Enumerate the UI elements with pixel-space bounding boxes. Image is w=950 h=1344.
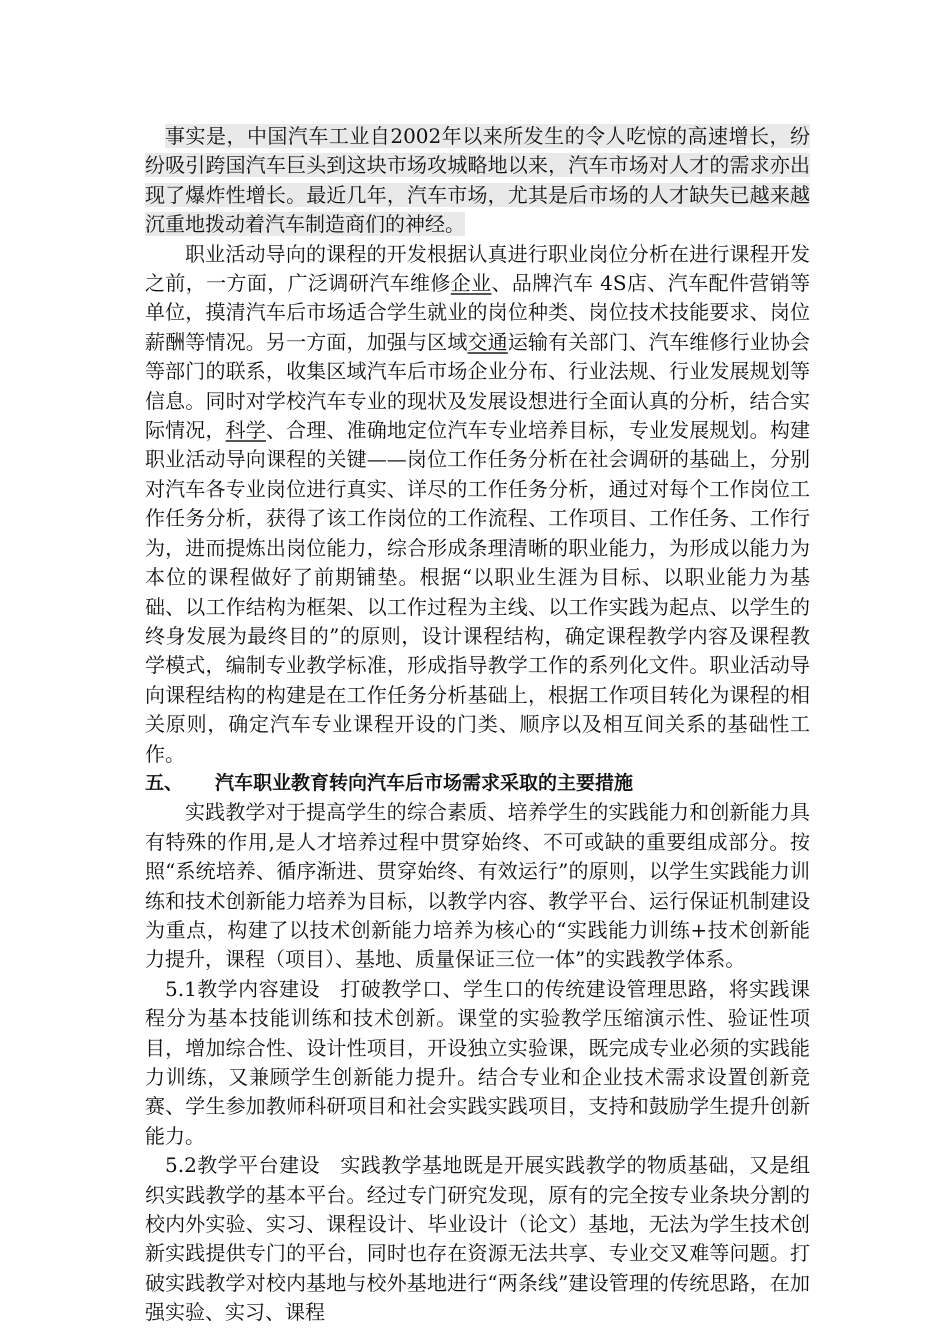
document-body (145, 122, 810, 1328)
link-enterprise[interactable]: 企业 (450, 271, 492, 296)
section-heading (145, 769, 810, 798)
paragraph-practice-teaching: 实践教学对于提高学生的综合素质、培养学生的实践能力和创新能力具有特殊的作用,是人才培养过程中贯穿始终、不可或缺的重要组成部分。按照“系统培养、循序渐进、贯穿始终、有效运行”的原则，以学生实践能力训练和技术创新能力培养为目标，以教学内容、教学平台、运行保证机制建设为重点，构建了以技术创新能力培养为核心的“实践能力训练+技术创新能力提升，课程（项目）、基地、质量保证三位一体”的实践教学体系。 (145, 800, 810, 972)
paragraph-text: 、品牌汽车 4S店、汽车配件营销等单位，摸清汽车后市场适合学生就业的岗位种类、岗位技术技能要求、岗位薪酬等情况。另一方面，加强与区域 (145, 271, 811, 354)
section-title: 汽车职业教育转向汽车后市场需求采取的主要措施 (215, 771, 634, 794)
paragraph-text: 运输有关部门、汽车维修行业协会等部门的联系，收集区域汽车后市场企业分布、行业法规、行业发展规划等信息。同时对学校汽车专业的现状及发展设想进行全面认真的分析，结合实际情况， (145, 329, 810, 443)
paragraph-text: 、合理、准确地定位汽车专业培养目标，专业发展规划。构建职业活动导向课程的关键——岗位工作任务分析在社会调研的基础上，分别对汽车各专业岗位进行真实、详尽的工作任务分析，通过对每个工作岗位工作任务分析，获得了该工作岗位的工作流程、工作项目、工作任务、工作行为，进而提炼出岗位能力，综合形成条理清晰的职业能力，为形成以能力为本位的课程做好了前期铺垫。根据“以职业生涯为目标、以职业能力为基础、以工作结构为框架、以工作过程为主线、以工作实践为起点、以学生的终身发展为最终目的”的原则，设计课程结构，确定课程教学内容及课程教学模式，编制专业教学标准，形成指导教学工作的系列化文件。职业活动导向课程结构的构建是在工作任务分析基础上，根据工作项目转化为课程的相关原则，确定汽车专业课程开设的门类、顺序以及相互间关系的基础性工作。 (145, 418, 810, 766)
paragraph-curriculum-development (145, 240, 810, 769)
paragraph-intro-shaded: 事实是，中国汽车工业自2002年以来所发生的令人吃惊的高速增长，纷纷吸引跨国汽车巨头到这块市场攻城略地以来，汽车市场对人才的需求亦出现了爆炸性增长。最近几年，汽车市场，尤其是后市场的人才缺失已越来越沉重地拨动着汽车制造商们的神经。 (145, 124, 810, 237)
paragraph-text: 职业活动导向的课程的开发根据认真进行职业岗位分析在进行课程开发之前，一方面，广泛调研汽车维修 (145, 241, 810, 296)
paragraph-teaching-platform: 5.2教学平台建设 实践教学基地既是开展实践教学的物质基础，又是组织实践教学的基本平台。经过专门研究发现，原有的完全按专业条块分割的校内外实验、实习、课程设计、毕业设计（论文）基地，无法为学生技术创新实践提供专门的平台，同时也存在资源无法共享、专业交叉难等问题。打破实践教学对校内基地与校外基地进行“两条线”建设管理的传统思路，在加强实验、实习、课程 (145, 1153, 810, 1325)
link-science[interactable]: 科学 (225, 418, 266, 443)
paragraph-teaching-content: 5.1教学内容建设 打破教学口、学生口的传统建设管理思路，将实践课程分为基本技能训练和技术创新。课堂的实验教学压缩演示性、验证性项目，增加综合性、设计性项目，开设独立实验课，既完成专业必须的实践能力训练，又兼顾学生创新能力提升。结合专业和企业技术需求设置创新竞赛、学生参加教师科研项目和社会实践实践项目，支持和鼓励学生提升创新能力。 (145, 976, 810, 1148)
section-number: 五、 (145, 771, 184, 794)
link-transport[interactable]: 交通 (467, 329, 508, 354)
